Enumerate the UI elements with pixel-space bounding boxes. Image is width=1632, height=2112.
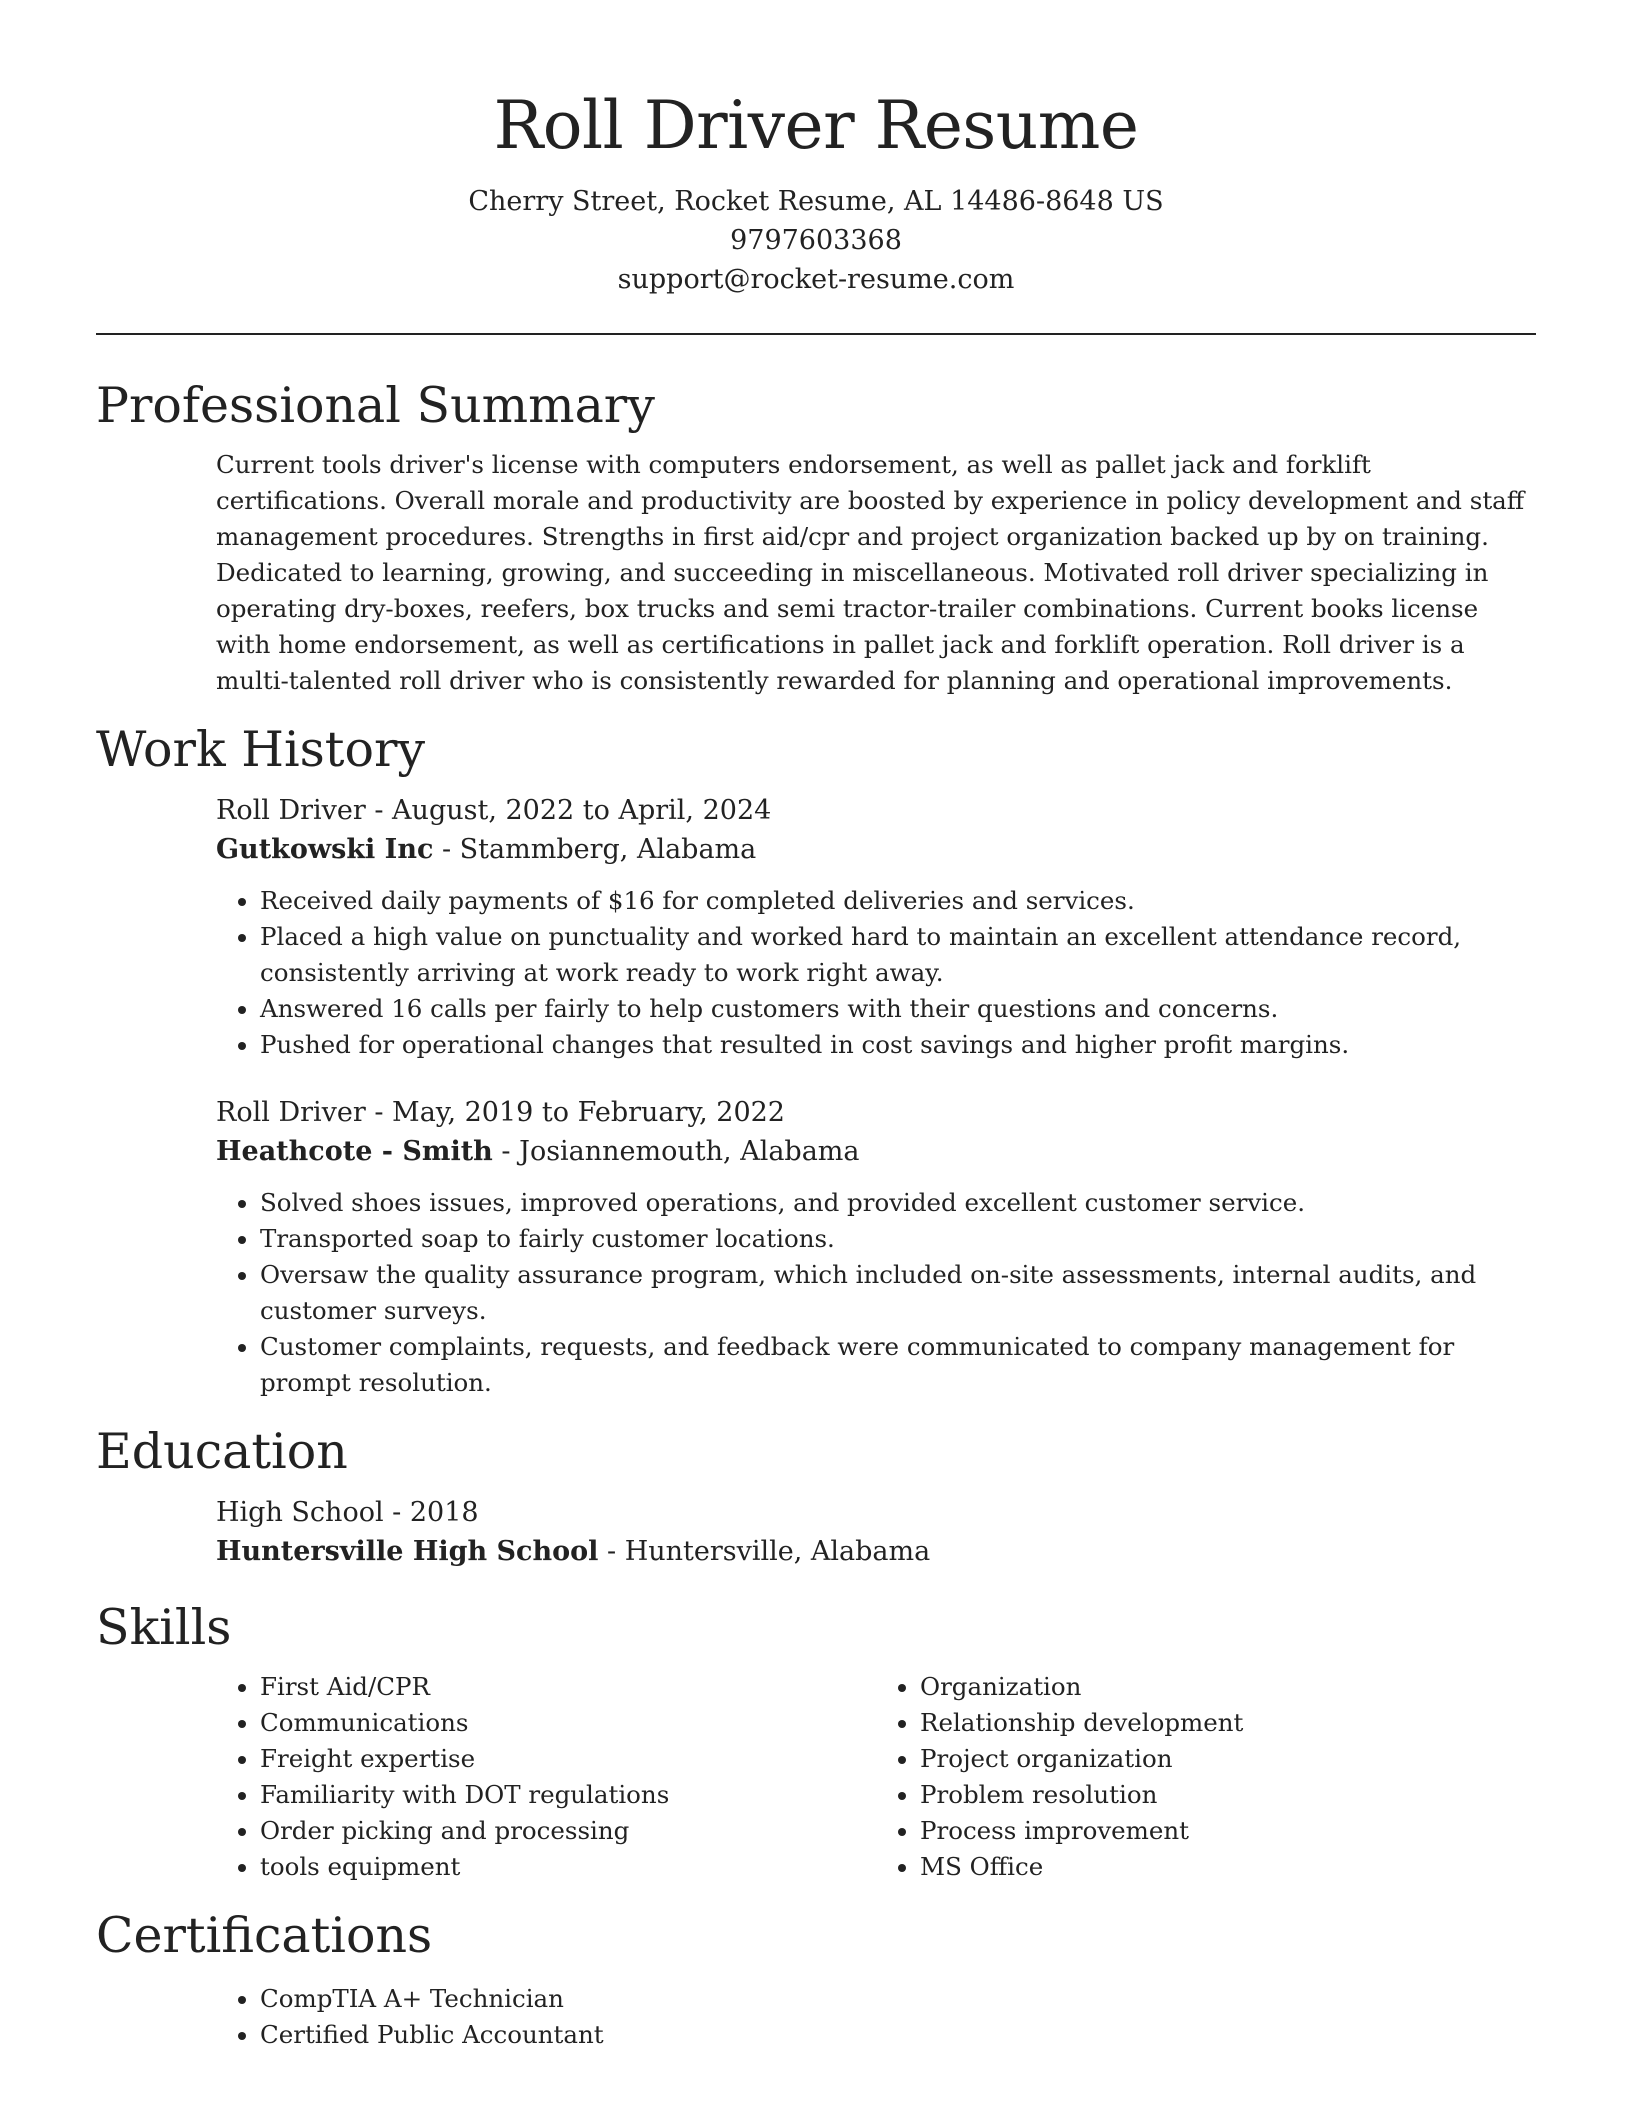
contact-block <box>96 182 1536 299</box>
job-bullet: • Customer complaints, requests, and feedback were communicated to company management for prompt resolution. <box>260 1329 1536 1401</box>
education-section <box>216 1493 1536 1571</box>
certifications-section <box>216 1981 1536 2053</box>
job-title-line <box>216 791 1536 830</box>
skill-item: • Organization <box>920 1669 1536 1705</box>
section-title-education: Education <box>96 1423 348 1480</box>
certification-item: • CompTIA A+ Technician <box>260 1981 1536 2017</box>
summary-text: Current tools driver's license with computers endorsement, as well as pallet jack and forklift certifications. Overall morale and productivity are boosted by experience in policy development and staff management procedures. Strengths in first aid/cpr and project organization backed up by on training. Dedicated to learning, growing, and succeeding in miscellaneous. Motivated roll driver specializing in operating dry-boxes, reefers, box trucks and semi tractor-trailer combinations. Current books license with home endorsement, as well as certifications in pallet jack and forklift operation. Roll driver is a multi-talented roll driver who is consistently rewarded for planning and operational improvements. <box>216 450 1525 695</box>
job-title-line <box>216 1093 1536 1132</box>
email-address: support@rocket-resume.com <box>617 264 1015 295</box>
job-bullet: • Received daily payments of $16 for completed deliveries and services. <box>260 883 1536 919</box>
graduation-year: - 2018 <box>383 1497 479 1528</box>
job-location: - Josiannemouth, Alabama <box>492 1136 860 1167</box>
job-location: - Stammberg, Alabama <box>433 834 757 865</box>
job-bullet: • Solved shoes issues, improved operations, and provided excellent customer service. <box>260 1185 1536 1221</box>
job-bullet: • Placed a high value on punctuality and worked hard to maintain an excellent attendance record, consistently arriving at work ready to work right away. <box>260 919 1536 991</box>
job-entry <box>216 1093 1536 1401</box>
skill-item: • Freight expertise <box>260 1741 876 1777</box>
phone-number: 9797603368 <box>730 225 902 256</box>
job-bullet: • Transported soap to fairly customer locations. <box>260 1221 1536 1257</box>
certification-item: • Certified Public Accountant <box>260 2017 1536 2053</box>
skill-item: • Relationship development <box>920 1705 1536 1741</box>
section-title-skills: Skills <box>96 1599 232 1656</box>
skills-list-left <box>216 1669 876 1885</box>
degree-line <box>216 1493 1536 1532</box>
job-bullet-list <box>216 1185 1536 1401</box>
job-bullet: • Pushed for operational changes that resulted in cost savings and higher profit margins. <box>260 1027 1536 1063</box>
skill-item: • Project organization <box>920 1741 1536 1777</box>
address: Cherry Street, Rocket Resume, AL 14486-8648 US <box>468 186 1164 217</box>
job-entry <box>216 791 1536 1063</box>
skills-section <box>216 1669 1536 1885</box>
job-title: Roll Driver <box>216 795 366 826</box>
section-title-summary: Professional Summary <box>96 377 655 434</box>
job-company-line <box>216 830 1536 869</box>
skill-item: • Order picking and processing <box>260 1813 876 1849</box>
work-history-section <box>216 791 1536 1401</box>
job-dates: - August, 2022 to April, 2024 <box>365 795 772 826</box>
skill-item: • Problem resolution <box>920 1777 1536 1813</box>
job-bullet: • Oversaw the quality assurance program, which included on-site assessments, internal audits, and customer surveys. <box>260 1257 1536 1329</box>
resume-page <box>96 0 1536 2053</box>
degree: High School <box>216 1497 384 1528</box>
skill-item: • Familiarity with DOT regulations <box>260 1777 876 1813</box>
section-title-certifications: Certifications <box>96 1907 433 1964</box>
header-divider <box>96 333 1536 335</box>
skill-item: • Process improvement <box>920 1813 1536 1849</box>
resume-title: Roll Driver Resume <box>493 87 1139 164</box>
skill-item: • MS Office <box>920 1849 1536 1885</box>
section-title-work-history: Work History <box>96 721 426 778</box>
job-company-line <box>216 1132 1536 1171</box>
school-name: Huntersville High School <box>216 1536 599 1567</box>
job-dates: - May, 2019 to February, 2022 <box>365 1097 785 1128</box>
job-bullet-list <box>216 883 1536 1063</box>
company-name: Heathcote - Smith <box>216 1136 493 1167</box>
company-name: Gutkowski Inc <box>216 834 434 865</box>
job-title: Roll Driver <box>216 1097 366 1128</box>
skill-item: • First Aid/CPR <box>260 1669 876 1705</box>
skill-item: • tools equipment <box>260 1849 876 1885</box>
summary-section <box>216 447 1536 699</box>
job-bullet: • Answered 16 calls per fairly to help customers with their questions and concerns. <box>260 991 1536 1027</box>
skill-item: • Communications <box>260 1705 876 1741</box>
skills-grid <box>216 1669 1536 1885</box>
school-location: - Huntersville, Alabama <box>598 1536 931 1567</box>
school-line <box>216 1532 1536 1571</box>
skills-list-right <box>876 1669 1536 1885</box>
certifications-list <box>216 1981 1536 2053</box>
